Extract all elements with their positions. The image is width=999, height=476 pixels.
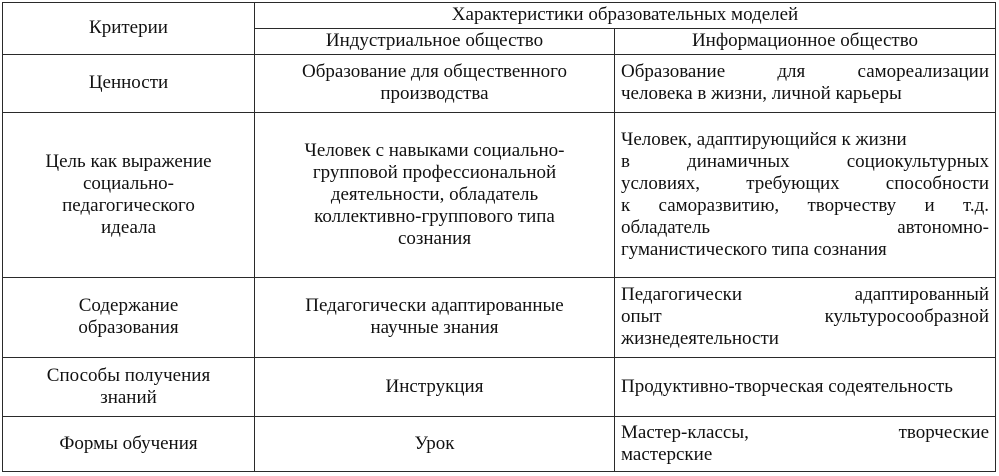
information-column-header: Информационное общество (615, 28, 996, 54)
table-row (3, 54, 996, 113)
criterion-cell: Содержание образования (3, 278, 255, 357)
cell-line: в динамичных социокультурных (621, 151, 990, 173)
information-cell (615, 113, 996, 278)
cell-line: Мастер-классы, творческие (621, 422, 990, 444)
information-cell (615, 357, 996, 417)
cell-line: к саморазвитию, творчеству и т.д. (621, 195, 990, 217)
industrial-cell: Образование для общественного производства (255, 54, 615, 113)
education-models-table (2, 2, 996, 472)
criterion-cell: Формы обучения (3, 417, 255, 472)
cell-line: содеятельность (828, 375, 953, 397)
industrial-column-header: Индустриальное общество (255, 28, 615, 54)
cell-line: мастерские (621, 444, 713, 466)
criterion-cell: Ценности (3, 54, 255, 113)
header-row-1 (3, 3, 996, 29)
table-row (3, 113, 996, 278)
industrial-cell: Инструкция (255, 357, 615, 417)
cell-line: обладатель автономно- (621, 217, 990, 239)
cell-line: условиях, требующих способности (621, 173, 990, 195)
criteria-header: Критерии (3, 3, 255, 55)
cell-line: Образование для самореализации (621, 61, 990, 83)
cell-line: жизнедеятельности (621, 328, 779, 350)
table-row (3, 357, 996, 417)
cell-line: Продуктивно-творческая (621, 375, 824, 397)
information-cell (615, 278, 996, 357)
cell-line: Человек, адаптирующийся к жизни (621, 129, 907, 151)
information-cell (615, 417, 996, 472)
industrial-cell: Урок (255, 417, 615, 472)
criterion-cell: Цель как выражение социально-педагогического идеала (3, 113, 255, 278)
cell-line: Педагогически адаптированный (621, 284, 990, 306)
table-row (3, 417, 996, 472)
industrial-cell: Педагогически адаптированные научные знания (255, 278, 615, 357)
information-cell (615, 54, 996, 113)
industrial-cell: Человек с навыками социально-групповой профессиональной деятельности, обладатель коллективно-группового типа сознания (255, 113, 615, 278)
group-header: Характеристики образовательных моделей (255, 3, 996, 29)
table-row (3, 278, 996, 357)
cell-line: опыт культуросообразной (621, 306, 990, 328)
cell-line: человека в жизни, личной карьеры (621, 83, 902, 105)
criterion-cell: Способы получения знаний (3, 357, 255, 417)
cell-line: гуманистического типа сознания (621, 239, 887, 261)
